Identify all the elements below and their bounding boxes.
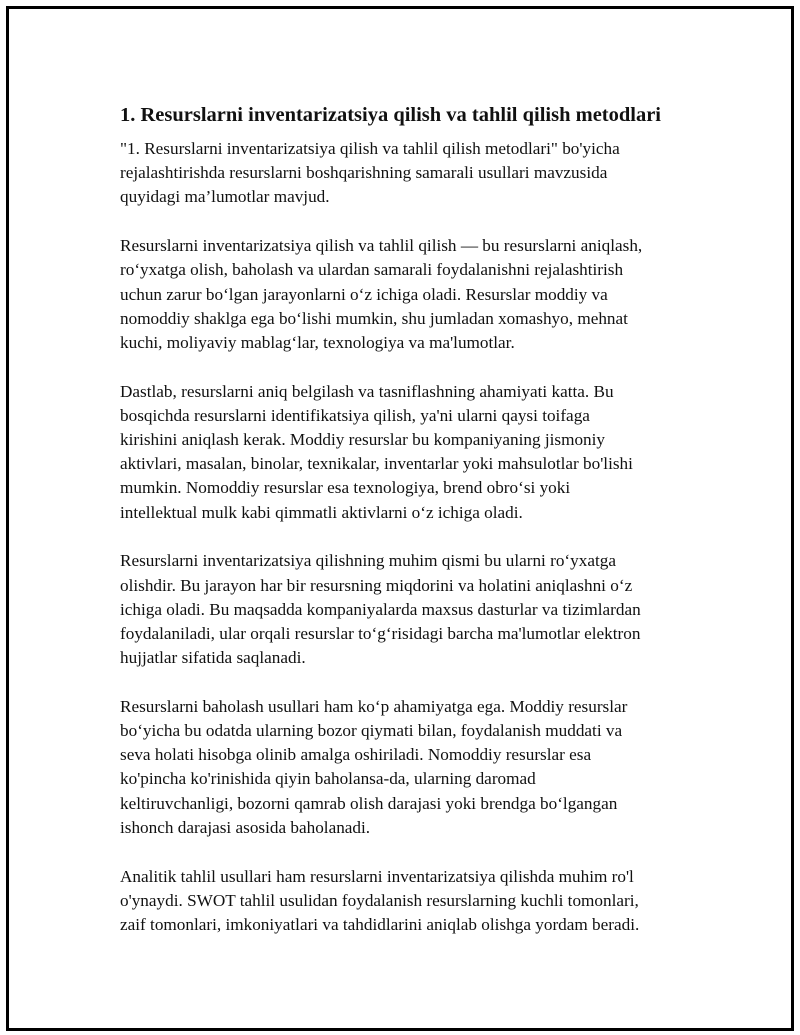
text-line: bosqichda resurslarni identifikatsiya qilish, ya'ni ularni qaysi toifaga (120, 405, 590, 425)
paragraph-intro (120, 137, 688, 210)
text-line: keltiruvchanligi, bozorni qamrab olish darajasi yoki brendga bo‘lgangan (120, 793, 618, 813)
text-line: mumkin. Nomoddiy resurslar esa texnologiya, brend obro‘si yoki (120, 478, 571, 498)
text-line: ishonch darajasi asosida baholanadi. (120, 817, 371, 837)
text-line: Resurslarni inventarizatsiya qilishning muhim qismi bu ularni ro‘yxatga (120, 551, 616, 571)
text-line: olishdir. Bu jarayon har bir resursning miqdorini va holatini aniqlashni o‘z (120, 575, 633, 595)
text-line: kuchi, moliyaviy mablag‘lar, texnologiya va ma'lumotlar. (120, 332, 515, 352)
text-line: Resurslarni inventarizatsiya qilish va tahlil qilish — bu resurslarni aniqlash, (120, 236, 643, 256)
text-line: ko'pincha ko'rinishida qiyin baholansa-da, ularning daromad (120, 769, 536, 789)
document-body (120, 101, 688, 962)
text-line: o'ynaydi. SWOT tahlil usulidan foydalanish resurslarning kuchli tomonlari, (120, 890, 639, 910)
text-line: "1. Resurslarni inventarizatsiya qilish va tahlil qilish metodlari" bo'yicha (120, 139, 620, 158)
text-line: foydalaniladi, ular orqali resurslar to‘g‘risidagi barcha ma'lumotlar elektron (120, 623, 641, 643)
page-border (6, 6, 794, 1031)
text-line: uchun zarur bo‘lgan jarayonlarni o‘z ichiga oladi. Resurslar moddiy va (120, 284, 608, 304)
text-line: bo‘yicha bu odatda ularning bozor qiymati bilan, foydalanish muddati va (120, 721, 623, 741)
paragraph-registration (120, 549, 688, 670)
text-line: rejalashtirishda resurslarni boshqarishning samarali usullari mavzusida (120, 163, 608, 183)
paragraph-valuation (120, 695, 688, 840)
text-line: zaif tomonlari, imkoniyatlari va tahdidlarini aniqlab olishga yordam beradi. (120, 914, 640, 934)
paragraph-classification (120, 380, 688, 525)
paragraph-analysis (120, 865, 688, 938)
text-line: ichiga oladi. Bu maqsadda kompaniyalarda maxsus dasturlar va tizimlardan (120, 599, 641, 619)
text-line: hujjatlar sifatida saqlanadi. (120, 648, 306, 668)
text-line: ro‘yxatga olish, baholash va ulardan samarali foydalanishni rejalashtirish (120, 260, 624, 280)
paragraph-definition (120, 234, 688, 355)
text-line: quyidagi ma’lumotlar mavjud. (120, 187, 330, 207)
text-line: Dastlab, resurslarni aniq belgilash va tasniflashning ahamiyati katta. Bu (120, 381, 614, 401)
text-line: seva holati hisobga olinib amalga oshiriladi. Nomoddiy resurslar esa (120, 745, 592, 765)
text-line: aktivlari, masalan, binolar, texnikalar, inventarlar yoki mahsulotlar bo'lishi (120, 454, 633, 474)
text-line: nomoddiy shaklga ega bo‘lishi mumkin, shu jumladan xomashyo, mehnat (120, 308, 628, 328)
text-line: intellektual mulk kabi qimmatli aktivlarni o‘z ichiga oladi. (120, 502, 523, 522)
document-title: 1. Resurslarni inventarizatsiya qilish va tahlil qilish metodlari (120, 104, 662, 126)
text-line: Analitik tahlil usullari ham resurslarni inventarizatsiya qilishda muhim ro'l (120, 866, 634, 886)
text-line: kirishini aniqlash kerak. Moddiy resurslar bu kompaniyaning jismoniy (120, 430, 606, 450)
text-line: Resurslarni baholash usullari ham ko‘p ahamiyatga ega. Moddiy resurslar (120, 696, 628, 716)
